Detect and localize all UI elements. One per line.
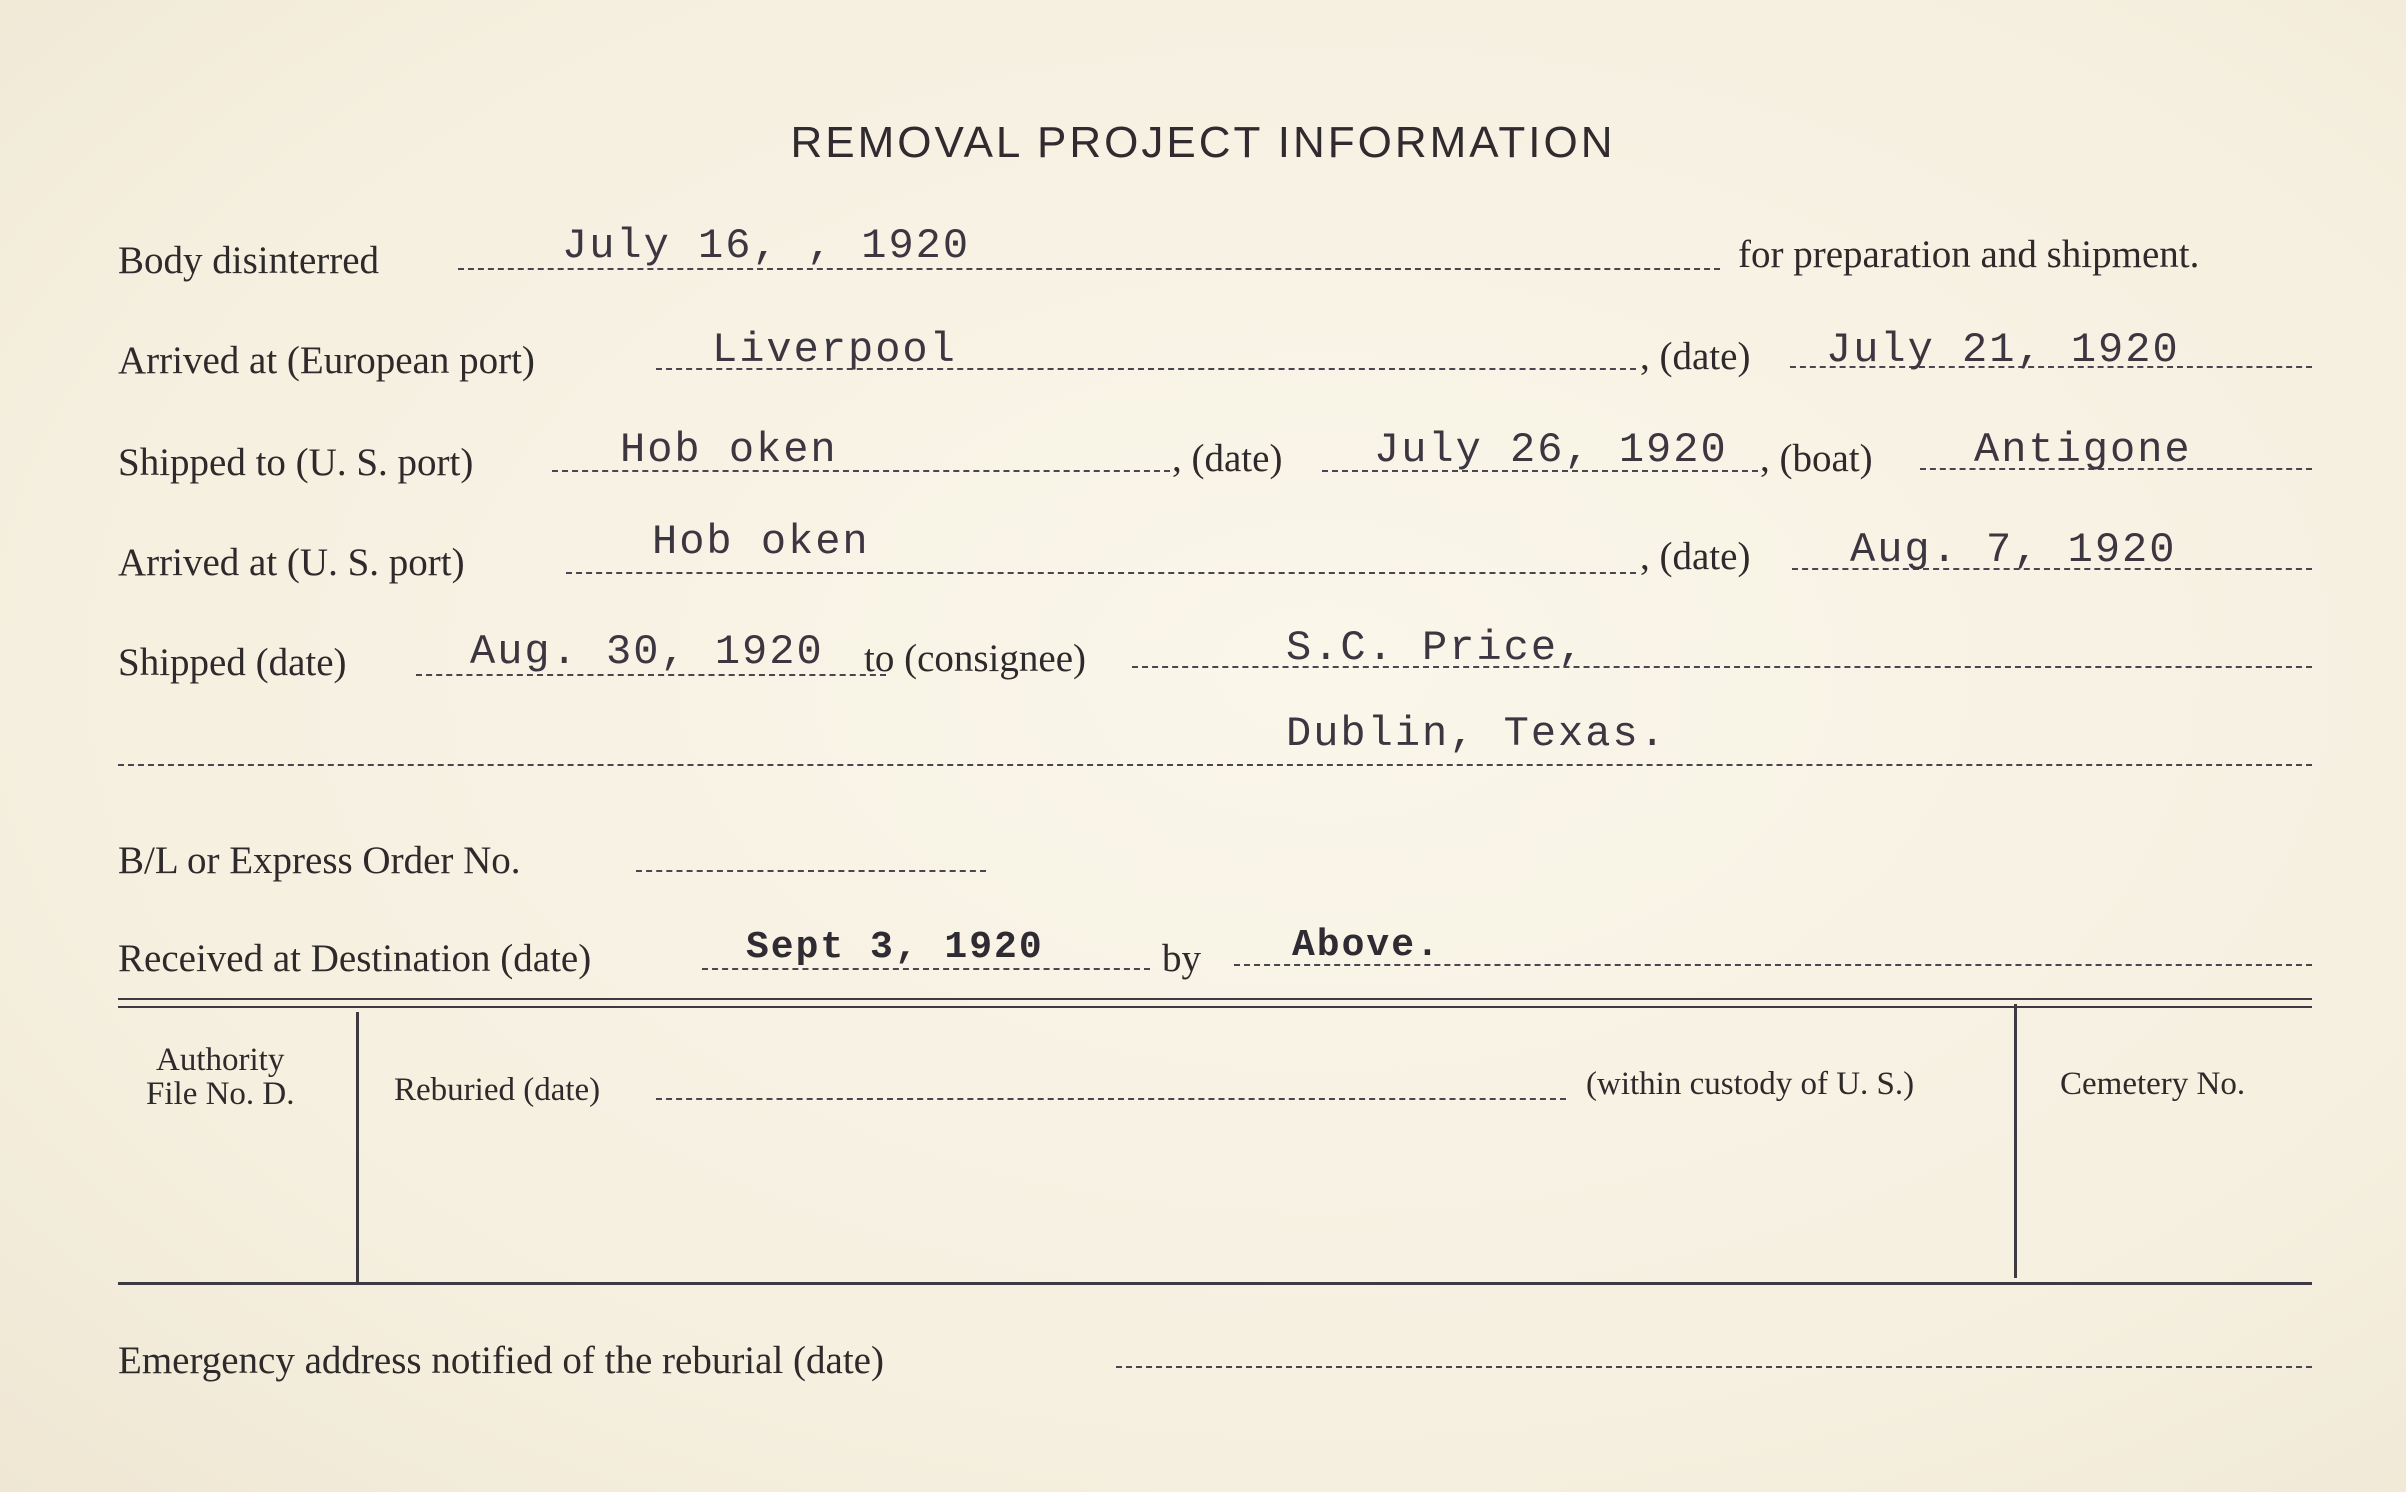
label-received-destination: Received at Destination (date) xyxy=(118,937,592,980)
label-received-by: by xyxy=(1162,937,1201,980)
label-arrived-us: Arrived at (U. S. port) xyxy=(118,541,465,584)
value-received-by: Above. xyxy=(1292,924,1441,967)
table-bottom-rule xyxy=(118,1282,2312,1285)
label-emergency-address: Emergency address notified of the reburial (date) xyxy=(118,1339,884,1382)
label-shipped-date: , (date) xyxy=(1172,437,1283,480)
label-bl-order: B/L or Express Order No. xyxy=(118,839,521,882)
fill-line-bl-order xyxy=(636,870,986,872)
value-european-date: July 21, 1920 xyxy=(1826,326,2180,374)
value-body-disinterred: July 16, , 1920 xyxy=(562,222,971,270)
value-us-port-shipped: Hob oken xyxy=(620,426,838,474)
label-reburied-date: Reburied (date) xyxy=(394,1072,601,1108)
label-european-date: , (date) xyxy=(1640,335,1751,378)
value-shipped-from-us-date: Aug. 30, 1920 xyxy=(470,628,824,676)
label-authority-file-no: File No. D. xyxy=(146,1076,295,1112)
value-received-date: Sept 3, 1920 xyxy=(746,926,1044,969)
value-consignee-name: S.C. Price, xyxy=(1286,624,1586,672)
label-for-preparation: for preparation and shipment. xyxy=(1738,233,2200,276)
label-shipped-to-us: Shipped to (U. S. port) xyxy=(118,441,474,484)
column-divider-right xyxy=(2014,1004,2017,1278)
fill-line-us-port-arrived xyxy=(566,572,1636,574)
value-consignee-address: Dublin, Texas. xyxy=(1286,710,1667,758)
label-arrived-european: Arrived at (European port) xyxy=(118,339,535,382)
label-body-disinterred: Body disinterred xyxy=(118,239,380,282)
column-divider-left xyxy=(356,1012,359,1284)
value-european-port: Liverpool xyxy=(712,326,957,374)
label-consignee: to (consignee) xyxy=(864,637,1087,680)
fill-line-emergency xyxy=(1116,1366,2312,1368)
value-boat: Antigone xyxy=(1974,426,2192,474)
fill-line-consignee-address xyxy=(118,764,2312,766)
label-boat: , (boat) xyxy=(1760,437,1873,480)
double-rule-top xyxy=(118,998,2312,1000)
label-arrived-date: , (date) xyxy=(1640,535,1751,578)
value-arrived-date: Aug. 7, 1920 xyxy=(1850,526,2177,574)
value-us-port-arrived: Hob oken xyxy=(652,518,870,566)
label-within-custody: (within custody of U. S.) xyxy=(1586,1066,1915,1102)
label-cemetery-no: Cemetery No. xyxy=(2060,1066,2246,1102)
fill-line-reburied-date xyxy=(656,1098,1566,1100)
card-title: REMOVAL PROJECT INFORMATION xyxy=(790,118,1616,167)
double-rule-bottom xyxy=(118,1006,2312,1008)
label-shipped-from-us-date: Shipped (date) xyxy=(118,641,347,684)
label-authority: Authority xyxy=(156,1042,285,1078)
value-shipped-date: July 26, 1920 xyxy=(1374,426,1728,474)
